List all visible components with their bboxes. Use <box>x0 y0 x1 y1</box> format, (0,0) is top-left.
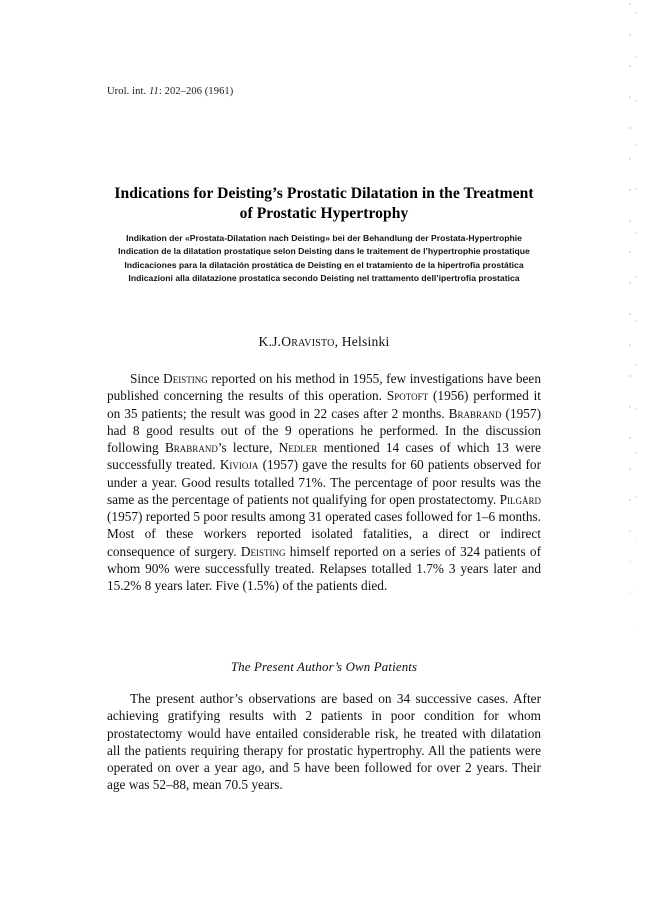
subtitle-spanish: Indicaciones para la dilatación prostática de Deisting en el tratamiento de la hipertrofia prostática <box>124 259 524 270</box>
subtitle-italian: Indicazioni alla dilatazione prostatica secondo Deisting nel trattamento dell’ipertrofia prostatica <box>128 273 520 284</box>
journal-name: Urol. int. <box>107 86 149 97</box>
subtitle-french: Indication de la dilatation prostatique selon Deisting dans le traitement de l’hypertrophie prostatique <box>118 246 530 257</box>
author-surname: Oravisto <box>281 334 335 349</box>
section-heading-present-author: The Present Author’s Own Patients <box>230 660 418 674</box>
author-byline <box>107 334 541 350</box>
scan-edge-speckle-artifact <box>627 0 641 910</box>
author-initials: K.J. <box>258 334 282 349</box>
journal-pages-year: : 202–206 (1961) <box>158 86 234 97</box>
article-title: Indications for Deisting’s Prostatic Dilatation in the Treatment of Prostatic Hypertrophy <box>114 185 534 223</box>
introduction-body <box>107 370 541 594</box>
translated-subtitles <box>107 232 541 285</box>
author-affiliation: , Helsinki <box>334 334 390 349</box>
section-body <box>107 690 541 794</box>
subtitle-german: Indikation der «Prostata-Dilatation nach Deisting» bei der Behandlung der Prostata-Hypertrophie <box>126 232 522 243</box>
paragraph-introduction: Since Deisting reported on his method in 1955, few investigations have been published concerning the results of this operation. Spotoft (1956) performed it on 35 patients; the result was good in 22 cases after 2 months. Brabrand (1957) had 8 good results out of the 9 operations he performed. In the discussion following Brabrand’s lecture, Nedler mentioned 14 cases of which 13 were successfully treated. Kivioja (1957) gave the results for 60 patients observed for under a year. Good results totalled 71%. The percentage of poor results was the same as the percentage of patients not qualifying for open prostatectomy. Pilgård (1957) reported 5 poor results among 31 operated cases followed for 1–6 months. Most of these workers reported isolated fatalities, a direct or indirect consequence of surgery. Deisting himself reported on a series of 324 patients of whom 90% were successfully treated. Relapses totalled 1.7% 3 years later and 15.2% 8 years later. Five (1.5%) of the patients died. <box>107 371 542 593</box>
paragraph-present-author: The present author’s observations are based on 34 successive cases. After achieving gratifying results with 2 patients in poor condition for whom prostatectomy would have entailed considerable risk, he treated with dilatation all the patients requiring therapy for prostatic hypertrophy. All the patients were operated on over a year ago, and 5 have been followed for over 2 years. Their age was 52–88, mean 70.5 years. <box>107 691 541 793</box>
journal-citation-header <box>107 86 233 97</box>
title-block <box>107 184 541 286</box>
journal-volume: 11 <box>148 86 159 97</box>
